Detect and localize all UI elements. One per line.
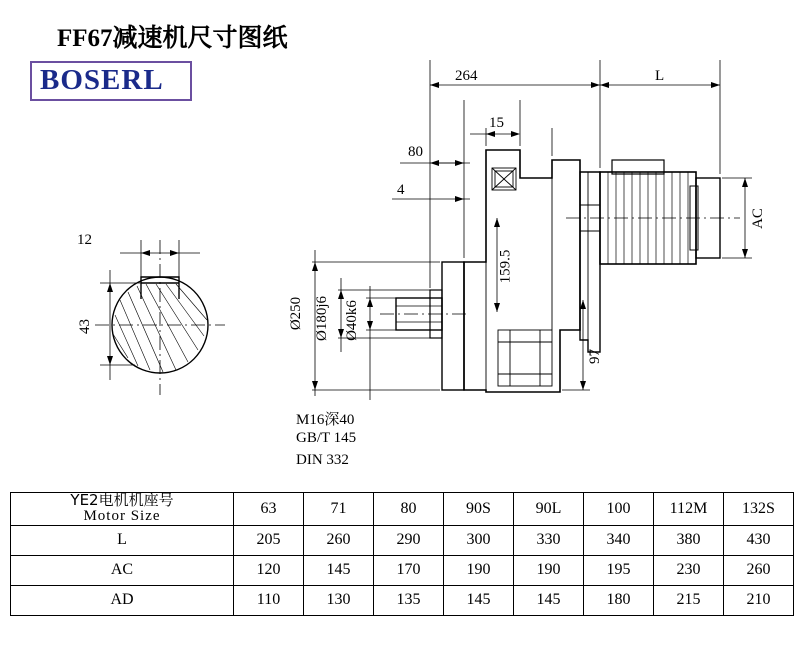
table-cell: 210 [724, 585, 794, 615]
table-cell: 145 [444, 585, 514, 615]
table-col-90l: 90L [514, 493, 584, 526]
table-row-label-ac: AC [11, 555, 234, 585]
table-cell: 430 [724, 525, 794, 555]
dim-264: 264 [455, 68, 478, 84]
table-cell: 180 [584, 585, 654, 615]
dim-15: 15 [489, 115, 504, 131]
table-cell: 190 [444, 555, 514, 585]
dim-12: 12 [77, 232, 92, 248]
dim-80: 80 [408, 144, 423, 160]
table-cell: 135 [374, 585, 444, 615]
table-cell: 340 [584, 525, 654, 555]
dim-AC: AC [749, 208, 766, 229]
dim-4: 4 [397, 182, 405, 198]
table-header-motor-size-en: Motor Size [83, 507, 161, 524]
table-cell: 330 [514, 525, 584, 555]
table-cell: 260 [724, 555, 794, 585]
table-header-motor-size [11, 493, 234, 526]
page-title: FF67减速机尺寸图纸 [57, 25, 288, 52]
table-row-label-ad: AD [11, 585, 234, 615]
dim-diameter-40k6: Ø40k6 [343, 300, 360, 341]
table-cell: 170 [374, 555, 444, 585]
table-cell: 145 [304, 555, 374, 585]
table-col-63: 63 [234, 493, 304, 526]
table-cell: 195 [584, 555, 654, 585]
dim-159-5: 159.5 [497, 249, 514, 284]
dim-L: L [655, 68, 665, 84]
table-cell: 380 [654, 525, 724, 555]
table-cell: 300 [444, 525, 514, 555]
table-cell: 120 [234, 555, 304, 585]
callout-standard-din: DIN 332 [296, 452, 349, 468]
table-cell: 110 [234, 585, 304, 615]
table-cell: 145 [514, 585, 584, 615]
callout-thread-spec: M16深40 [296, 412, 355, 428]
dim-diameter-250: Ø250 [288, 296, 305, 331]
dim-97: 97 [587, 349, 603, 364]
table-cell: 230 [654, 555, 724, 585]
table-cell: 290 [374, 525, 444, 555]
table-col-90s: 90S [444, 493, 514, 526]
table-cell: 215 [654, 585, 724, 615]
motor-size-table [10, 492, 794, 616]
table-row [11, 555, 794, 585]
callout-standard-gbt: GB/T 145 [296, 430, 357, 446]
table-row [11, 585, 794, 615]
dim-diameter-180j6: Ø180j6 [314, 296, 330, 341]
table-cell: 190 [514, 555, 584, 585]
logo-text: BOSERL [40, 64, 164, 96]
table-col-112m: 112M [654, 493, 724, 526]
table-col-71: 71 [304, 493, 374, 526]
table-row [11, 525, 794, 555]
table-header-motor-size-cn: YE2电机机座号 [70, 491, 174, 509]
table-cell: 260 [304, 525, 374, 555]
dim-43: 43 [77, 319, 93, 334]
table-header-row [11, 493, 794, 526]
table-cell: 205 [234, 525, 304, 555]
table-col-132s: 132S [724, 493, 794, 526]
table-row-label-l: L [11, 525, 234, 555]
table-col-80: 80 [374, 493, 444, 526]
table-col-100: 100 [584, 493, 654, 526]
table-cell: 130 [304, 585, 374, 615]
